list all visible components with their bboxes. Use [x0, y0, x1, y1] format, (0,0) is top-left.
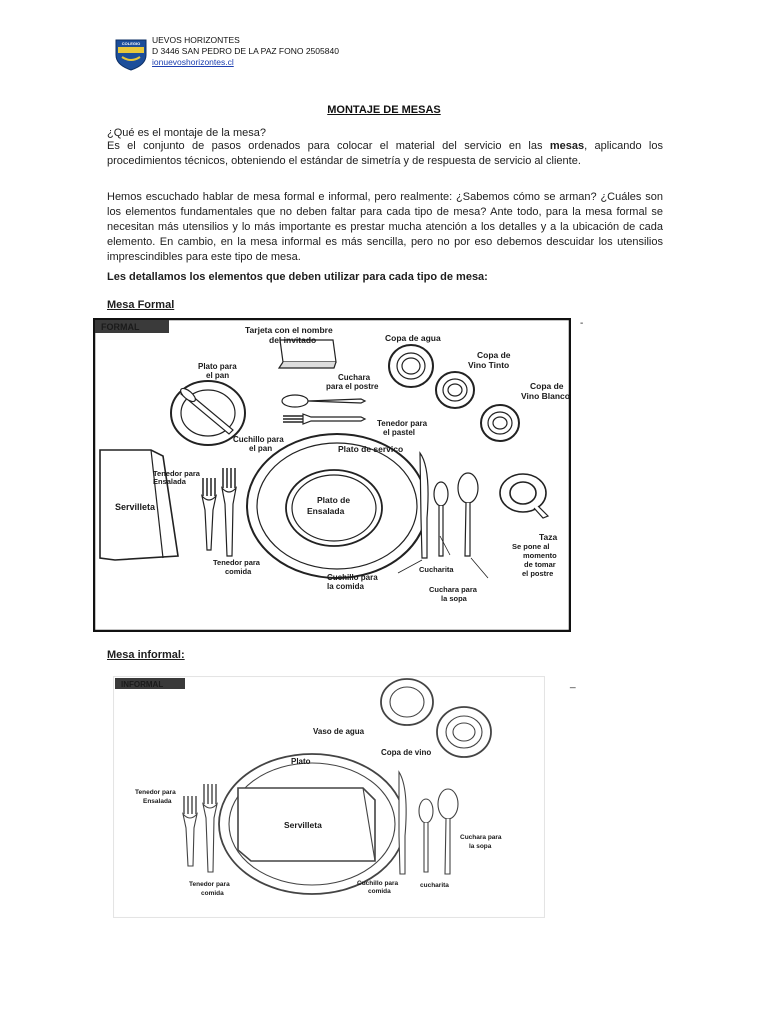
label-plato-ensalada-1: Plato de — [317, 495, 351, 505]
label-inf-tenedor-ensalada-2: Ensalada — [143, 798, 172, 805]
label-copa-vino: Copa de vino — [381, 748, 432, 757]
label-inf-servilleta: Servilleta — [284, 820, 322, 830]
label-taza-note-1: Se pone al — [512, 542, 550, 551]
label-taza-note-3: de tomar — [524, 560, 556, 569]
label-tenedor-comida-2: comida — [225, 567, 252, 576]
label-plato-pan-1: Plato para — [198, 362, 237, 371]
label-vino-blanco-2: Vino Blanco — [521, 391, 570, 401]
label-inf-tenedor-comida-1: Tenedor para — [189, 881, 230, 888]
red-wine-glass-icon — [436, 372, 474, 408]
label-cuchara-sopa-2: la sopa — [441, 594, 467, 603]
label-servilleta: Servilleta — [115, 502, 156, 512]
lead-text: Les detallamos los elementos que deben utilizar para cada tipo de mesa: — [107, 271, 488, 283]
label-tenedor-pastel-2: el pastel — [383, 428, 416, 437]
school-header — [112, 33, 532, 73]
school-address: D 3446 SAN PEDRO DE LA PAZ FONO 2505840 — [152, 46, 339, 56]
definition-text: Es el conjunto de pasos ordenados para colocar el material del servicio en las — [107, 140, 550, 152]
logo-word: COLEGIO — [121, 41, 141, 46]
formal-heading: Mesa Formal — [107, 299, 175, 311]
question: ¿Qué es el montaje de la mesa? — [107, 127, 266, 139]
label-inf-tenedor-ensalada-1: Tenedor para — [135, 789, 176, 796]
label-tenedor-ensalada-2: Ensalada — [153, 477, 186, 486]
label-tenedor-pastel-1: Tenedor para — [377, 419, 428, 428]
label-plato-ensalada-2: Ensalada — [307, 506, 345, 516]
definition-paragraph — [107, 139, 663, 169]
label-taza-note-2: momento — [523, 551, 557, 560]
formal-table-figure — [93, 318, 571, 632]
label-taza: Taza — [539, 532, 558, 542]
label-cuchillo-comida-1: Cuchillo para — [327, 573, 378, 582]
formal-dash: - — [580, 318, 584, 329]
school-web-link[interactable]: ionuevoshorizontes.cl — [152, 57, 234, 67]
informal-dash: _ — [570, 678, 576, 689]
water-glass-icon — [389, 345, 433, 387]
definition-text-end: , aplicando los procedimientos técnicos, obteniendo el estándar de simetría y de respuesta de servicio al cliente. — [107, 140, 663, 167]
label-inf-tenedor-comida-2: comida — [201, 890, 224, 897]
label-plato: Plato — [291, 757, 311, 766]
label-vaso-agua: Vaso de agua — [313, 727, 365, 736]
label-plato-pan-2: el pan — [206, 371, 230, 380]
label-inf-cucharita: cucharita — [420, 882, 449, 889]
white-wine-glass-icon — [481, 405, 519, 441]
label-plato-servicio: Plato de servico — [338, 444, 404, 454]
label-tarjeta-2: del invitado — [269, 335, 317, 345]
label-tenedor-ensalada-1: Tenedor para — [153, 469, 200, 478]
formal-badge-text: FORMAL — [101, 322, 140, 332]
label-cuchara-sopa-1: Cuchara para — [429, 585, 477, 594]
school-name: UEVOS HORIZONTES — [152, 35, 240, 45]
informal-wine-glass-icon — [437, 707, 491, 757]
label-inf-cuchara-sopa-1: Cuchara para — [460, 834, 502, 841]
label-tarjeta-1: Tarjeta con el nombre — [245, 325, 333, 335]
label-vino-blanco-1: Copa de — [530, 381, 564, 391]
label-vino-tinto-2: Vino Tinto — [468, 360, 510, 370]
definition-bold: mesas — [549, 140, 585, 152]
label-cucharita: Cucharita — [419, 565, 454, 574]
school-crest-icon — [112, 37, 150, 71]
informal-table-figure — [113, 676, 545, 918]
label-tenedor-comida-1: Tenedor para — [213, 558, 260, 567]
label-cuchillo-pan-1: Cuchillo para — [233, 435, 284, 444]
label-taza-note-4: el postre — [522, 569, 554, 578]
label-cuchillo-pan-2: el pan — [249, 444, 273, 453]
informal-badge-text: INFORMAL — [121, 680, 164, 689]
informal-water-glass-icon — [381, 679, 433, 725]
label-cuchara-postre-2: para el postre — [326, 382, 379, 391]
label-cuchillo-comida-2: la comida — [327, 582, 364, 591]
label-copa-agua: Copa de agua — [385, 333, 441, 343]
label-vino-tinto-1: Copa de — [477, 350, 511, 360]
page-title: MONTAJE DE MESAS — [327, 104, 441, 116]
label-inf-cuchillo-comida-2: comida — [368, 888, 391, 895]
label-inf-cuchara-sopa-2: la sopa — [469, 843, 492, 850]
intro-paragraph: Hemos escuchado hablar de mesa formal e informal, pero realmente: ¿Sabemos cómo se arman? ¿Cuáles son los elementos fundamentales que no deben faltar para cada tipo de mesa? Ante todo, para la mesa formal se necesitan más utensilios y lo más importante es prestar mucha atención a los detalles y a la ubicación de cada elemento. En cambio, en la mesa informal es más sencilla, pero no por eso debemos descuidar los utensilios imprescindibles para este tipo de mesa. — [107, 191, 663, 263]
informal-heading: Mesa informal: — [107, 649, 185, 661]
label-cuchara-postre-1: Cuchara — [338, 373, 371, 382]
label-inf-cuchillo-comida-1: Cuchillo para — [357, 880, 399, 887]
